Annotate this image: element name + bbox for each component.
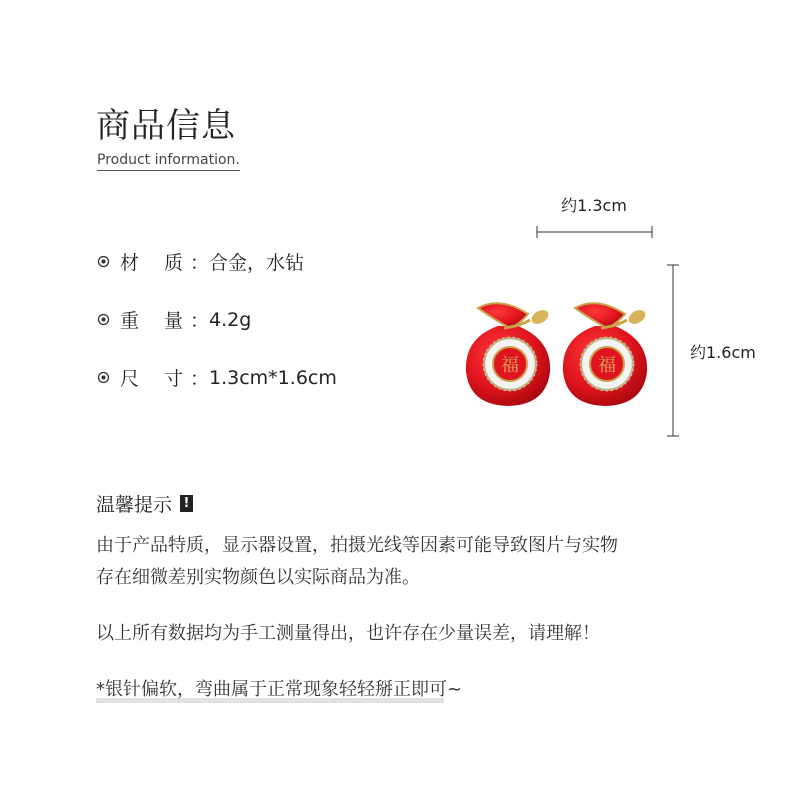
spec-value: 合金，水钻: [209, 252, 305, 274]
spec-key-2: 寸: [164, 368, 184, 390]
spec-key-1: 材: [120, 252, 140, 274]
spec-key-1: 尺: [120, 368, 140, 390]
product-image: [455, 290, 660, 415]
tips-line-3: 以上所有数据均为手工测量得出，也许存在少量误差，请理解！: [96, 623, 600, 644]
spec-separator: ：: [190, 310, 210, 332]
tips-line-2: 存在细微差别实物颜色以实际商品为准。: [96, 567, 420, 588]
spec-value: 1.3cm*1.6cm: [209, 366, 337, 389]
spec-key-1: 重: [120, 310, 140, 332]
fu-glyph: 福: [501, 355, 519, 376]
spec-value: 4.2g: [209, 308, 252, 331]
page-title: 商品信息: [96, 106, 236, 146]
tips-heading: [96, 490, 193, 517]
spec-key-2: 质: [164, 252, 184, 274]
fu-glyph: 福: [598, 355, 616, 376]
spec-separator: ：: [190, 252, 210, 274]
spec-separator: ：: [190, 368, 210, 390]
earring-left: [466, 303, 551, 406]
tips-line-1: 由于产品特质，显示器设置，拍摄光线等因素可能导致图片与实物: [96, 535, 618, 556]
exclamation-icon: !: [180, 495, 193, 512]
width-label: 约1.3cm: [561, 196, 627, 215]
height-label: 约1.6cm: [690, 343, 756, 362]
page-subtitle: Product information.: [97, 152, 240, 171]
tips-title: 温馨提示: [96, 494, 173, 516]
earring-right: [563, 303, 648, 406]
tips-note: *银针偏软，弯曲属于正常现象轻轻掰正即可~: [96, 679, 463, 700]
spec-key-2: 量: [164, 310, 184, 332]
